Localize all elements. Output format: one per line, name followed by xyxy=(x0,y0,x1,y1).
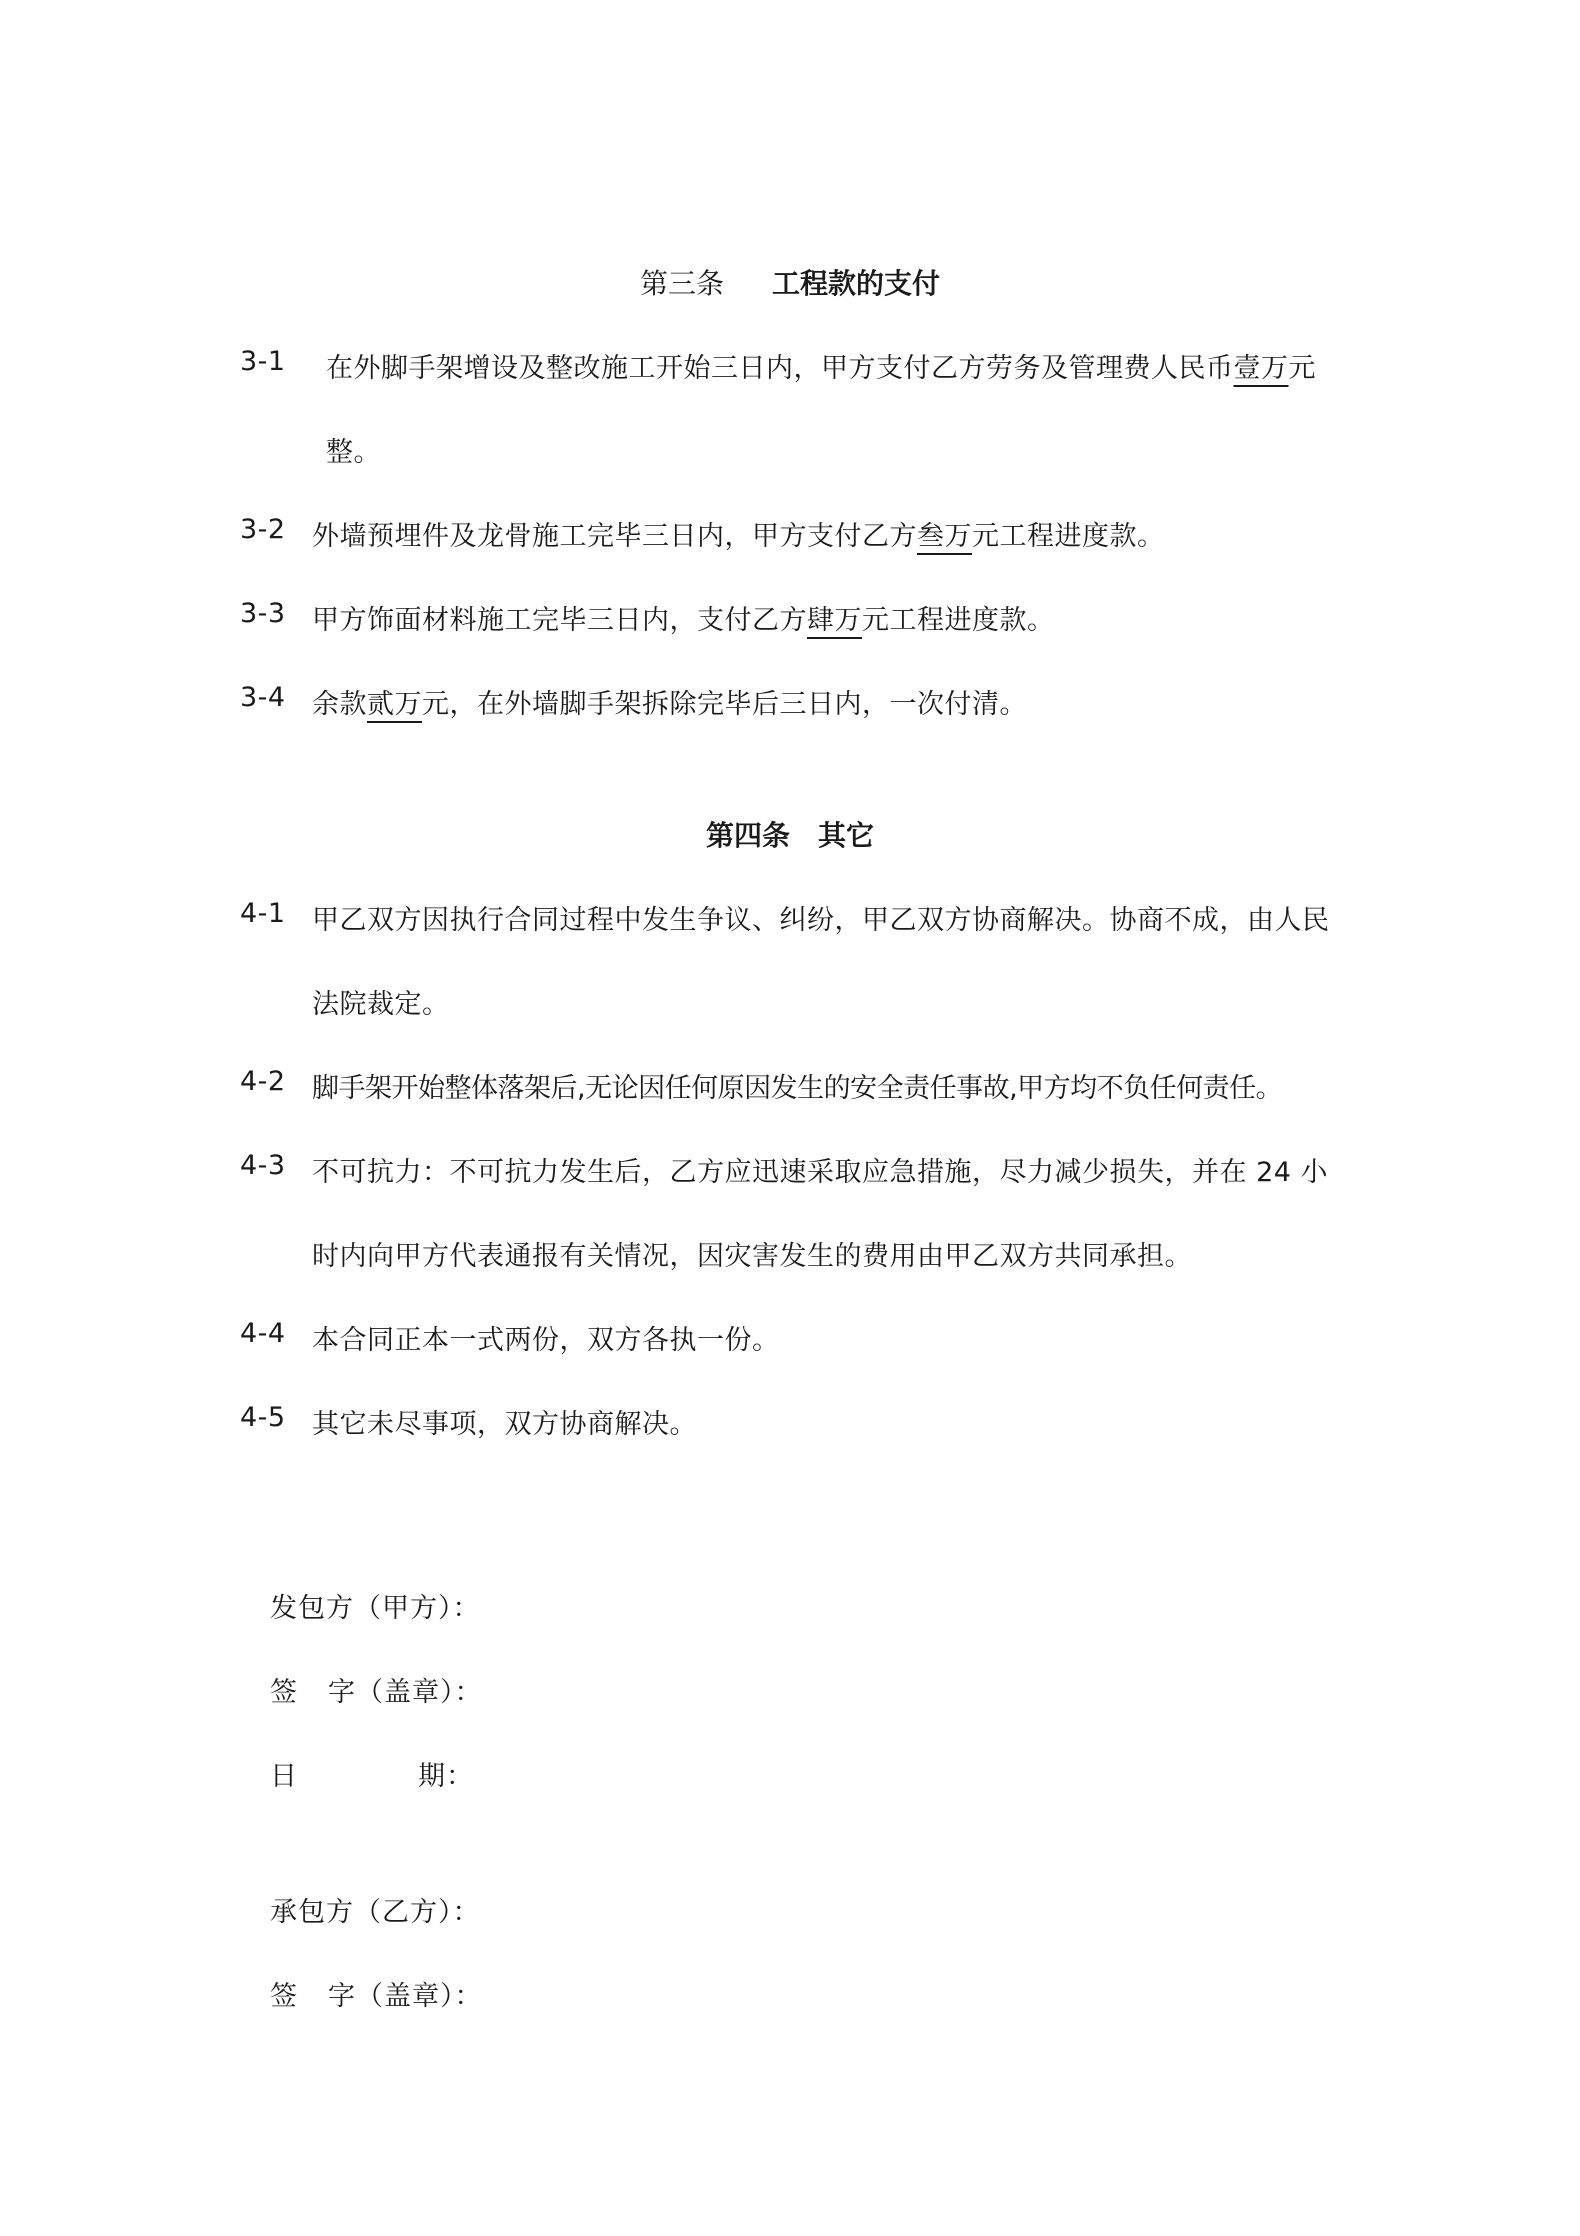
clause-text-part: 元工程进度款。 xyxy=(862,605,1055,636)
article-3-heading xyxy=(0,262,1580,302)
clause-number: 4-3 xyxy=(240,1150,286,1181)
sign-label-rest: 字（盖章）： xyxy=(328,1677,483,1708)
clause-text-part: 余款 xyxy=(312,689,367,720)
date-label xyxy=(270,1754,474,1793)
clause-3-1 xyxy=(240,346,1360,386)
amount-underlined: 肆万 xyxy=(807,605,862,636)
article-4-heading xyxy=(0,814,1580,854)
clause-text-part: 甲方饰面材料施工完毕三日内，支付乙方 xyxy=(312,605,807,636)
amount-underlined: 叁万 xyxy=(917,521,972,552)
clause-number: 3-4 xyxy=(240,682,286,713)
date-label-rest: 期： xyxy=(418,1761,474,1792)
clause-4-3-continuation: 时内向甲方代表通报有关情况，因灾害发生的费用由甲乙双方共同承担。 xyxy=(312,1241,1192,1272)
clause-text-part: 在外脚手架增设及整改施工开始三日内，甲方支付乙方劳务及管理费人民币 xyxy=(326,353,1234,384)
clause-text xyxy=(326,346,1316,385)
clause-text xyxy=(312,598,1055,637)
article-4-title: 其它 xyxy=(818,819,875,852)
date-label-char: 日 xyxy=(270,1761,298,1792)
clause-text: 脚手架开始整体落架后,无论因任何原因发生的安全责任事故,甲方均不负任何责任。 xyxy=(312,1073,1283,1104)
amount-underlined: 贰万 xyxy=(367,689,422,720)
clause-number: 3-3 xyxy=(240,598,286,629)
clause-4-3 xyxy=(240,1150,1360,1190)
article-4-number: 第四条 xyxy=(705,819,790,852)
clause-number: 4-4 xyxy=(240,1318,286,1349)
clause-number: 4-1 xyxy=(240,898,286,929)
clause-number: 4-2 xyxy=(240,1066,286,1097)
clause-4-4 xyxy=(240,1318,1360,1358)
clause-text-part: 元，在外墙脚手架拆除完毕后三日内，一次付清。 xyxy=(422,689,1027,720)
clause-number: 4-5 xyxy=(240,1402,286,1433)
party-b-sign-label xyxy=(270,1974,483,2013)
party-b-label: 承包方（乙方）： xyxy=(270,1897,481,1928)
sign-label-char: 签 xyxy=(270,1981,298,2012)
clause-text: 不可抗力：不可抗力发生后，乙方应迅速采取应急措施，尽力减少损失，并在 24 小 xyxy=(312,1157,1329,1188)
party-a-label: 发包方（甲方）： xyxy=(270,1593,481,1624)
clause-number: 3-1 xyxy=(240,346,286,377)
clause-text-part: 元 xyxy=(1288,353,1316,384)
clause-text xyxy=(312,682,1027,721)
clause-4-2 xyxy=(240,1066,1360,1106)
amount-underlined: 壹万 xyxy=(1233,353,1289,384)
clause-3-3 xyxy=(240,598,1360,638)
sign-label-rest: 字（盖章）： xyxy=(328,1981,483,2012)
clause-text: 其它未尽事项，双方协商解决。 xyxy=(312,1409,697,1440)
article-3-number: 第三条 xyxy=(639,267,724,300)
clause-text xyxy=(312,514,1165,553)
clause-text: 甲乙双方因执行合同过程中发生争议、纠纷，甲乙双方协商解决。协商不成，由人民 xyxy=(312,905,1330,936)
clause-text-part: 外墙预埋件及龙骨施工完毕三日内，甲方支付乙方 xyxy=(312,521,917,552)
clause-3-2 xyxy=(240,514,1360,554)
clause-3-4 xyxy=(240,682,1360,722)
party-a-sign-label xyxy=(270,1670,483,1709)
article-3-title: 工程款的支付 xyxy=(772,267,941,300)
clause-4-1-continuation: 法院裁定。 xyxy=(312,989,450,1020)
clause-text-part: 元工程进度款。 xyxy=(972,521,1165,552)
clause-text: 本合同正本一式两份，双方各执一份。 xyxy=(312,1325,780,1356)
clause-3-1-continuation: 整。 xyxy=(326,437,381,468)
sign-label-char: 签 xyxy=(270,1677,298,1708)
clause-number: 3-2 xyxy=(240,514,286,545)
clause-4-5 xyxy=(240,1402,1360,1442)
clause-4-1 xyxy=(240,898,1360,938)
